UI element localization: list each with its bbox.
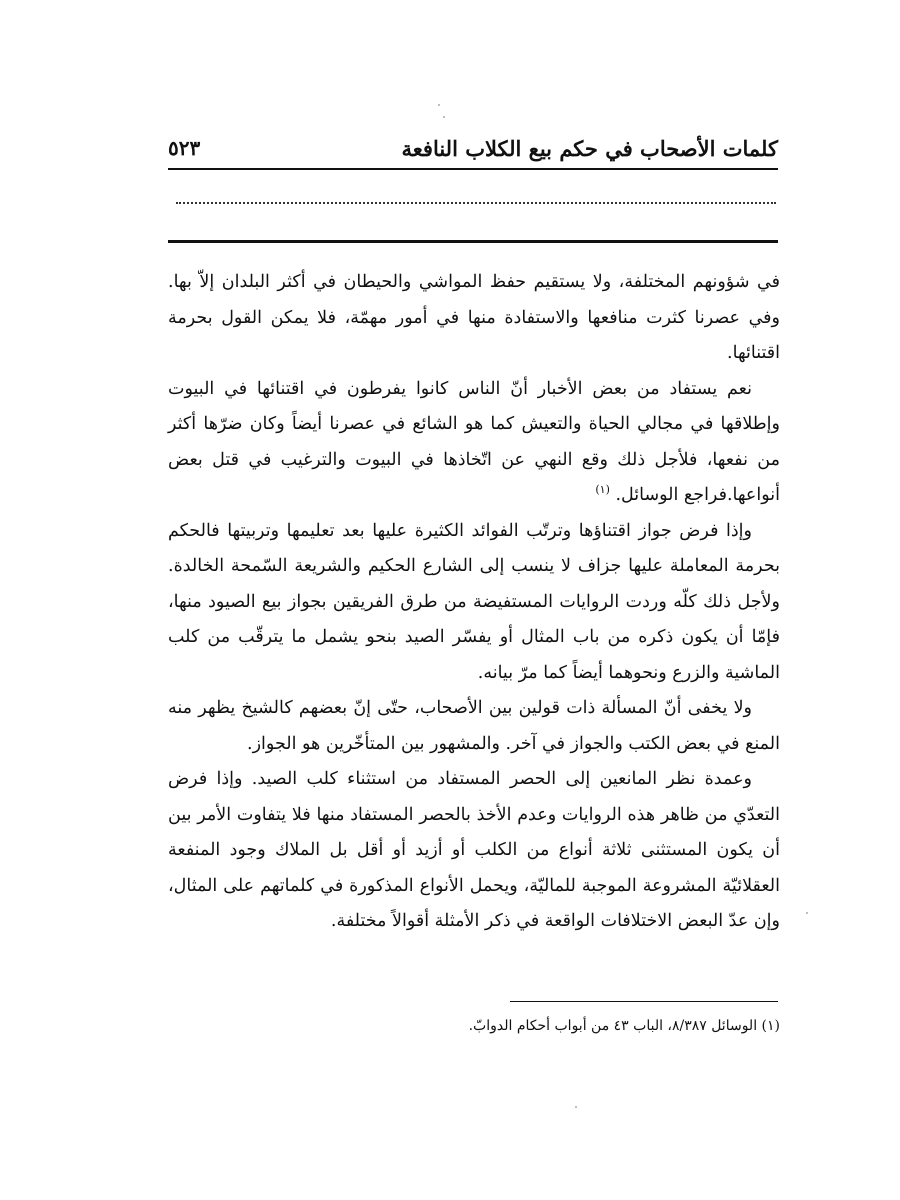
- scan-speck: [806, 912, 808, 914]
- paragraph-2-text: نعم يستفاد من بعض الأخبار أنّ الناس كانوا يفرطون في اقتنائها في البيوت وإطلاقها في مجالي الحياة والتعيش كما هو الشائع في عصرنا أيضاً وكان ضرّها أكثر من نفعها، فلأجل ذلك وقع النهي عن اتّخاذها في البيوت والترغيب في قتل بعض أنواعها.فراجع الوسائل.: [168, 378, 781, 505]
- page-header: [168, 128, 778, 168]
- header-rule: [168, 168, 778, 170]
- paragraph-2: [168, 372, 780, 514]
- paragraph-1: في شؤونهم المختلفة، ولا يستقيم حفظ المواشي والحيطان في أكثر البلدان إلاّ بها. وفي عصرنا كثرت منافعها والاستفادة منها في أمور مهمّة، فلا يمكن القول بحرمة اقتنائها.: [168, 272, 780, 363]
- footnote-rule: [510, 1001, 778, 1002]
- running-title: كلمات الأصحاب في حكم بيع الكلاب النافعة: [401, 135, 778, 161]
- scan-speck: [575, 1106, 577, 1108]
- main-text: [168, 265, 780, 940]
- footnote: (١) الوسائل ٨/٣٨٧، الباب ٤٣ من أبواب أحكام الدوابّ.: [468, 1018, 780, 1034]
- dotted-separator: [176, 202, 776, 204]
- scan-speck: [438, 104, 440, 106]
- page-number: ٥٢٣: [168, 136, 201, 160]
- text-top-rule: [168, 240, 778, 243]
- scan-speck: [443, 116, 445, 118]
- paragraph-4: ولا يخفى أنّ المسألة ذات قولين بين الأصحاب، حتّى إنّ بعضهم كالشيخ يظهر منه المنع في بعض الكتب والجواز في آخر. والمشهور بين المتأخّرين هو الجواز.: [168, 698, 780, 754]
- footnote-marker: (١): [595, 483, 610, 497]
- paragraph-3: وإذا فرض جواز اقتناؤها وترتّب الفوائد الكثيرة عليها بعد تعليمها وتربيتها فالحكم بحرمة المعاملة عليها جزاف لا ينسب إلى الشارع الحكيم والشريعة السّمحة الخالدة. ولأجل ذلك كلّه وردت الروايات المستفيضة من طرق الفريقين بجواز بيع الصيود منها، فإمّا أن يكون ذكره من باب المثال أو يفسّر الصيد بنحو يشمل ما يترقّب من كلب الماشية والزرع ونحوهما أيضاً كما مرّ بيانه.: [168, 520, 780, 683]
- paragraph-5: وعمدة نظر المانعين إلى الحصر المستفاد من استثناء كلب الصيد. وإذا فرض التعدّي من ظاهر هذه الروايات وعدم الأخذ بالحصر المستفاد منها فلا يتفاوت الأمر بين أن يكون المستثنى ثلاثة أنواع من الكلب أو أزيد أو أقل بل الملاك وجود المنفعة العقلائيّة المشروعة الموجبة للماليّة، ويحمل الأنواع المذكورة في كلماتهم على المثال، وإن عدّ البعض الاختلافات الواقعة في ذكر الأمثلة أقوالاً مختلفة.: [168, 769, 780, 931]
